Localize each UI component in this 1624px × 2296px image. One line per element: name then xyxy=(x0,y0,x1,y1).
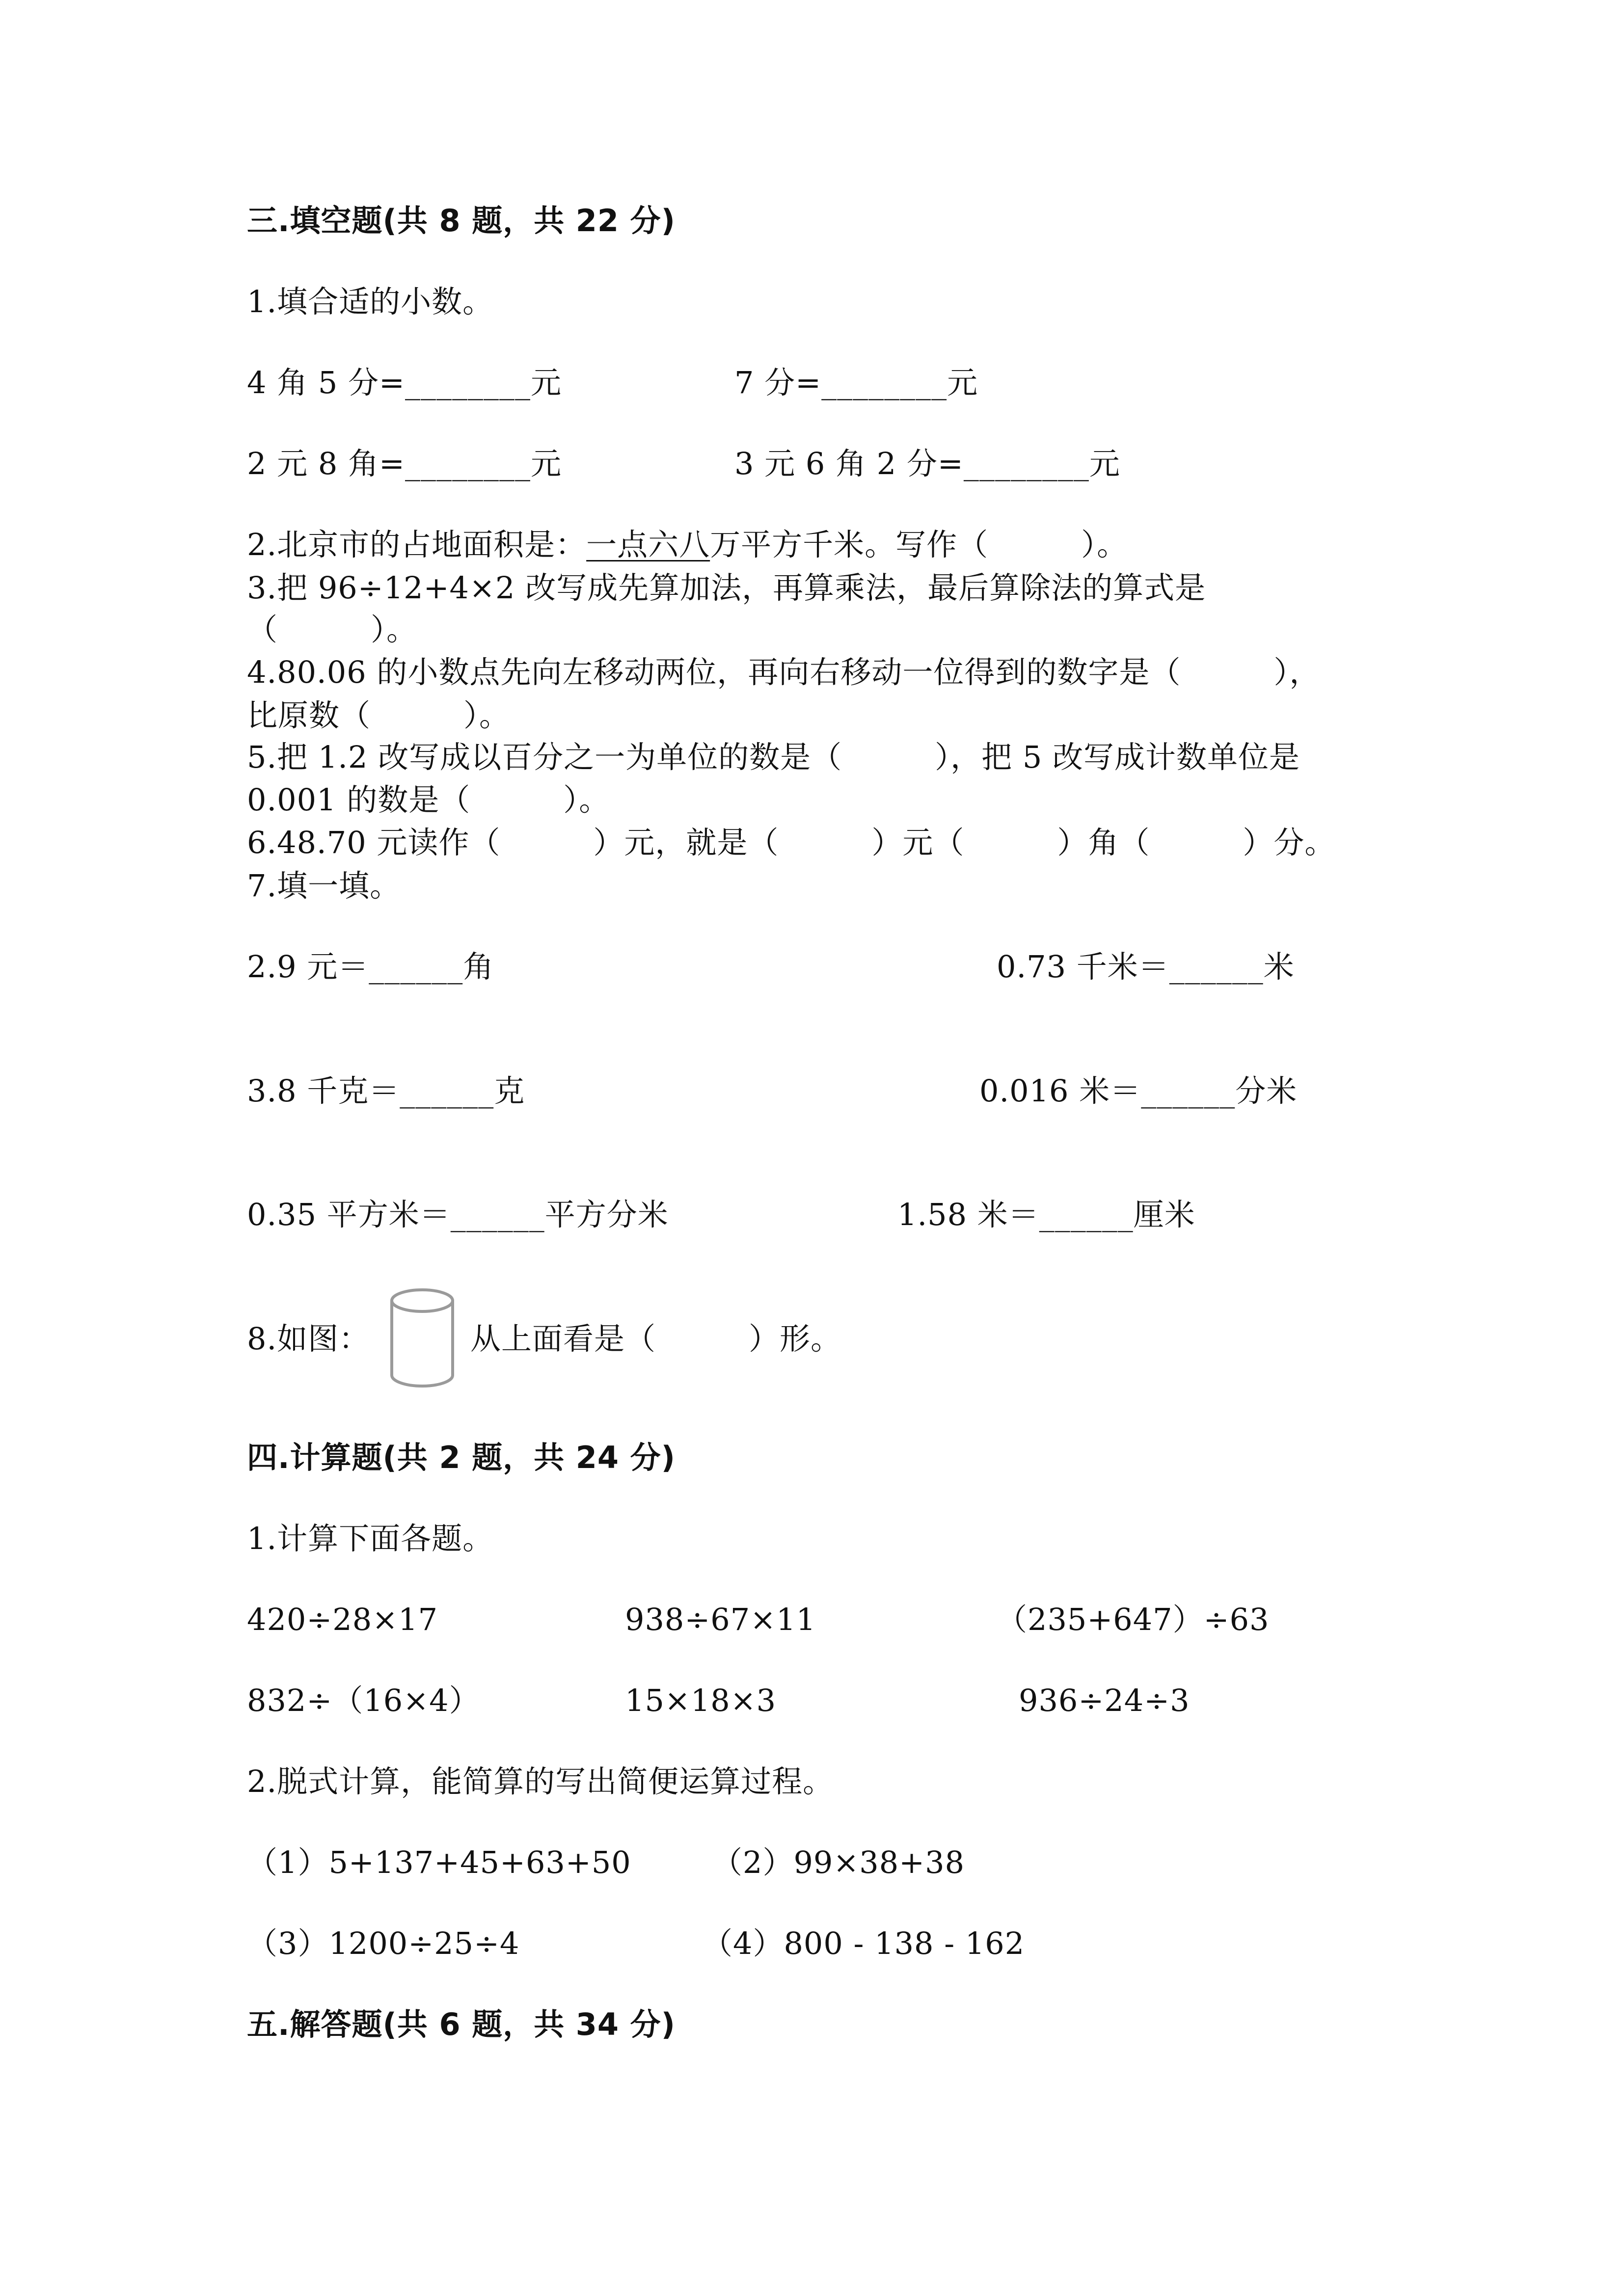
q1-item-c: 2 元 8 角=________元 xyxy=(247,446,562,481)
q7-item-f: 1.58 米＝______厘米 xyxy=(897,1197,1195,1232)
q6-line: 6.48.70 元读作（ ）元，就是（ ）元（ ）角（ ）分。 xyxy=(247,825,1336,860)
s4-q1-item-4: 832÷（16×4） xyxy=(247,1682,480,1718)
s4-q2-item-2: （2）99×38+38 xyxy=(712,1844,965,1880)
q7-item-b: 0.73 千米＝______米 xyxy=(997,949,1295,985)
section-5-heading: 五.解答题(共 6 题，共 34 分) xyxy=(247,2006,676,2042)
q7-stem: 7.填一填。 xyxy=(247,868,401,904)
q2-line xyxy=(247,525,1128,564)
section-4-heading: 四.计算题(共 2 题，共 24 分) xyxy=(247,1440,676,1475)
q7-item-d: 0.016 米＝______分米 xyxy=(979,1073,1298,1109)
s4-q1-item-6: 936÷24÷3 xyxy=(1019,1682,1190,1718)
q3-line-1: 3.把 96÷12+4×2 改写成先算加法，再算乘法，最后算除法的算式是 xyxy=(247,570,1206,606)
q2-post: 万平方千米。写作（ ）。 xyxy=(710,527,1128,562)
s4-q1-item-2: 938÷67×11 xyxy=(625,1602,816,1637)
q7-item-e: 0.35 平方米＝______平方分米 xyxy=(247,1197,669,1232)
q5-line-2: 0.001 的数是（ ）。 xyxy=(247,782,610,818)
q5-line-1: 5.把 1.2 改写成以百分之一为单位的数是（ ），把 5 改写成计数单位是 xyxy=(247,739,1300,775)
q7-item-a: 2.9 元＝______角 xyxy=(247,949,494,985)
q2-underlined: 一点六八 xyxy=(586,527,710,562)
cylinder-icon xyxy=(388,1286,466,1391)
q1-item-a: 4 角 5 分=________元 xyxy=(247,365,562,400)
s4-q2-stem: 2.脱式计算，能简算的写出简便运算过程。 xyxy=(247,1763,834,1799)
q8-pre: 8.如图： xyxy=(247,1321,370,1357)
section-3-heading: 三.填空题(共 8 题，共 22 分) xyxy=(247,203,676,239)
s4-q2-item-4: （4）800 - 138 - 162 xyxy=(702,1925,1025,1961)
s4-q1-item-5: 15×18×3 xyxy=(625,1682,777,1718)
q8-post: 从上面看是（ ）形。 xyxy=(470,1321,842,1357)
q4-line-2: 比原数（ ）。 xyxy=(247,697,511,733)
s4-q1-item-3: （235+647）÷63 xyxy=(997,1602,1270,1637)
q4-line-1: 4.80.06 的小数点先向左移动两位，再向右移动一位得到的数字是（ ）， xyxy=(247,654,1321,690)
s4-q1-item-1: 420÷28×17 xyxy=(247,1602,438,1637)
s4-q2-item-3: （3）1200÷25÷4 xyxy=(247,1925,520,1961)
q1-stem: 1.填合适的小数。 xyxy=(247,284,494,320)
s4-q2-item-1: （1）5+137+45+63+50 xyxy=(247,1844,631,1880)
q3-line-2: （ ）。 xyxy=(247,612,418,647)
q2-pre: 2.北京市的占地面积是： xyxy=(247,527,587,562)
s4-q1-stem: 1.计算下面各题。 xyxy=(247,1521,494,1556)
q1-item-d: 3 元 6 角 2 分=________元 xyxy=(734,446,1120,481)
q7-item-c: 3.8 千克＝______克 xyxy=(247,1073,525,1109)
q1-item-b: 7 分=________元 xyxy=(734,365,978,400)
